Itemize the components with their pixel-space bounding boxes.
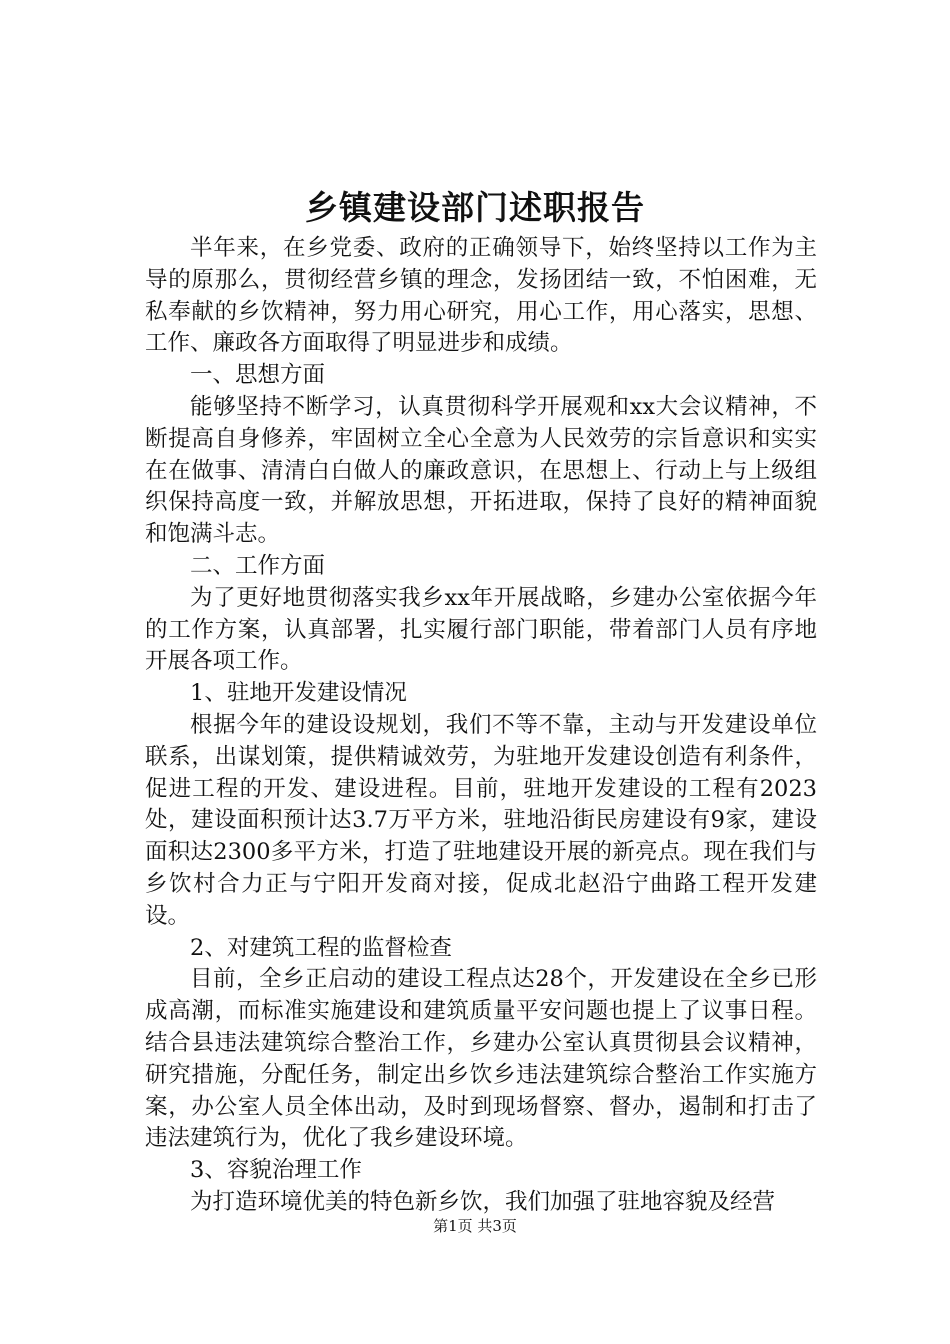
section-heading-work: 二、工作方面 — [190, 552, 326, 579]
subsection-heading-appearance: 3、容貌治理工作 — [190, 1157, 362, 1184]
paragraph-appearance: 为打造环境优美的特色新乡饮，我们加强了驻地容貌及经营 — [190, 1188, 776, 1215]
page-footer: 第1页 共3页 — [433, 1217, 517, 1235]
paragraph-development: 根据今年的建设设规划，我们不等不靠，主动与开发建设单位联系，出谋划策，提供精诚效劳，为驻地开发建设创造有利条件，促进工程的开发、建设进程。目前，驻地开发建设的工程有2023处，建设面积预计达3.7万平方米，驻地沿街民房建设有9家，建设面积达2300多平方米，打造了驻地建设开展的新亮点。现在我们与乡饮村合力正与宁阳开发商对接，促成北赵沿宁曲路工程开发建设。 — [145, 711, 817, 929]
subsection-heading-development: 1、驻地开发建设情况 — [190, 680, 407, 707]
document-body — [145, 233, 817, 1219]
document-title: 乡镇建设部门述职报告 — [305, 188, 645, 227]
paragraph-work: 为了更好地贯彻落实我乡xx年开展战略，乡建办公室依据今年的工作方案，认真部署，扎实履行部门职能，带着部门人员有序地开展各项工作。 — [145, 584, 817, 675]
subsection-heading-supervision: 2、对建筑工程的监督检查 — [190, 934, 452, 961]
paragraph-supervision: 目前，全乡正启动的建设工程点达28个，开发建设在全乡已形成高潮，而标准实施建设和建筑质量平安问题也提上了议事日程。结合县违法建筑综合整治工作，乡建办公室认真贯彻县会议精神，研究措施，分配任务，制定出乡饮乡违法建筑综合整治工作实施方案，办公室人员全体出动，及时到现场督察、督办，遏制和打击了违法建筑行为，优化了我乡建设环境。 — [145, 966, 817, 1152]
section-heading-thought: 一、思想方面 — [190, 362, 326, 389]
paragraph-thought: 能够坚持不断学习，认真贯彻科学开展观和xx大会议精神，不断提高自身修养，牢固树立全心全意为人民效劳的宗旨意识和实实在在做事、清清白白做人的廉政意识，在思想上、行动上与上级组织保持高度一致，并解放思想，开拓进取，保持了良好的精神面貌和饱满斗志。 — [145, 393, 817, 548]
paragraph-intro: 半年来，在乡党委、政府的正确领导下，始终坚持以工作为主导的原那么，贯彻经营乡镇的理念，发扬团结一致，不怕困难，无私奉献的乡饮精神，努力用心研究，用心工作，用心落实，思想、工作、廉政各方面取得了明显进步和成绩。 — [145, 235, 817, 357]
